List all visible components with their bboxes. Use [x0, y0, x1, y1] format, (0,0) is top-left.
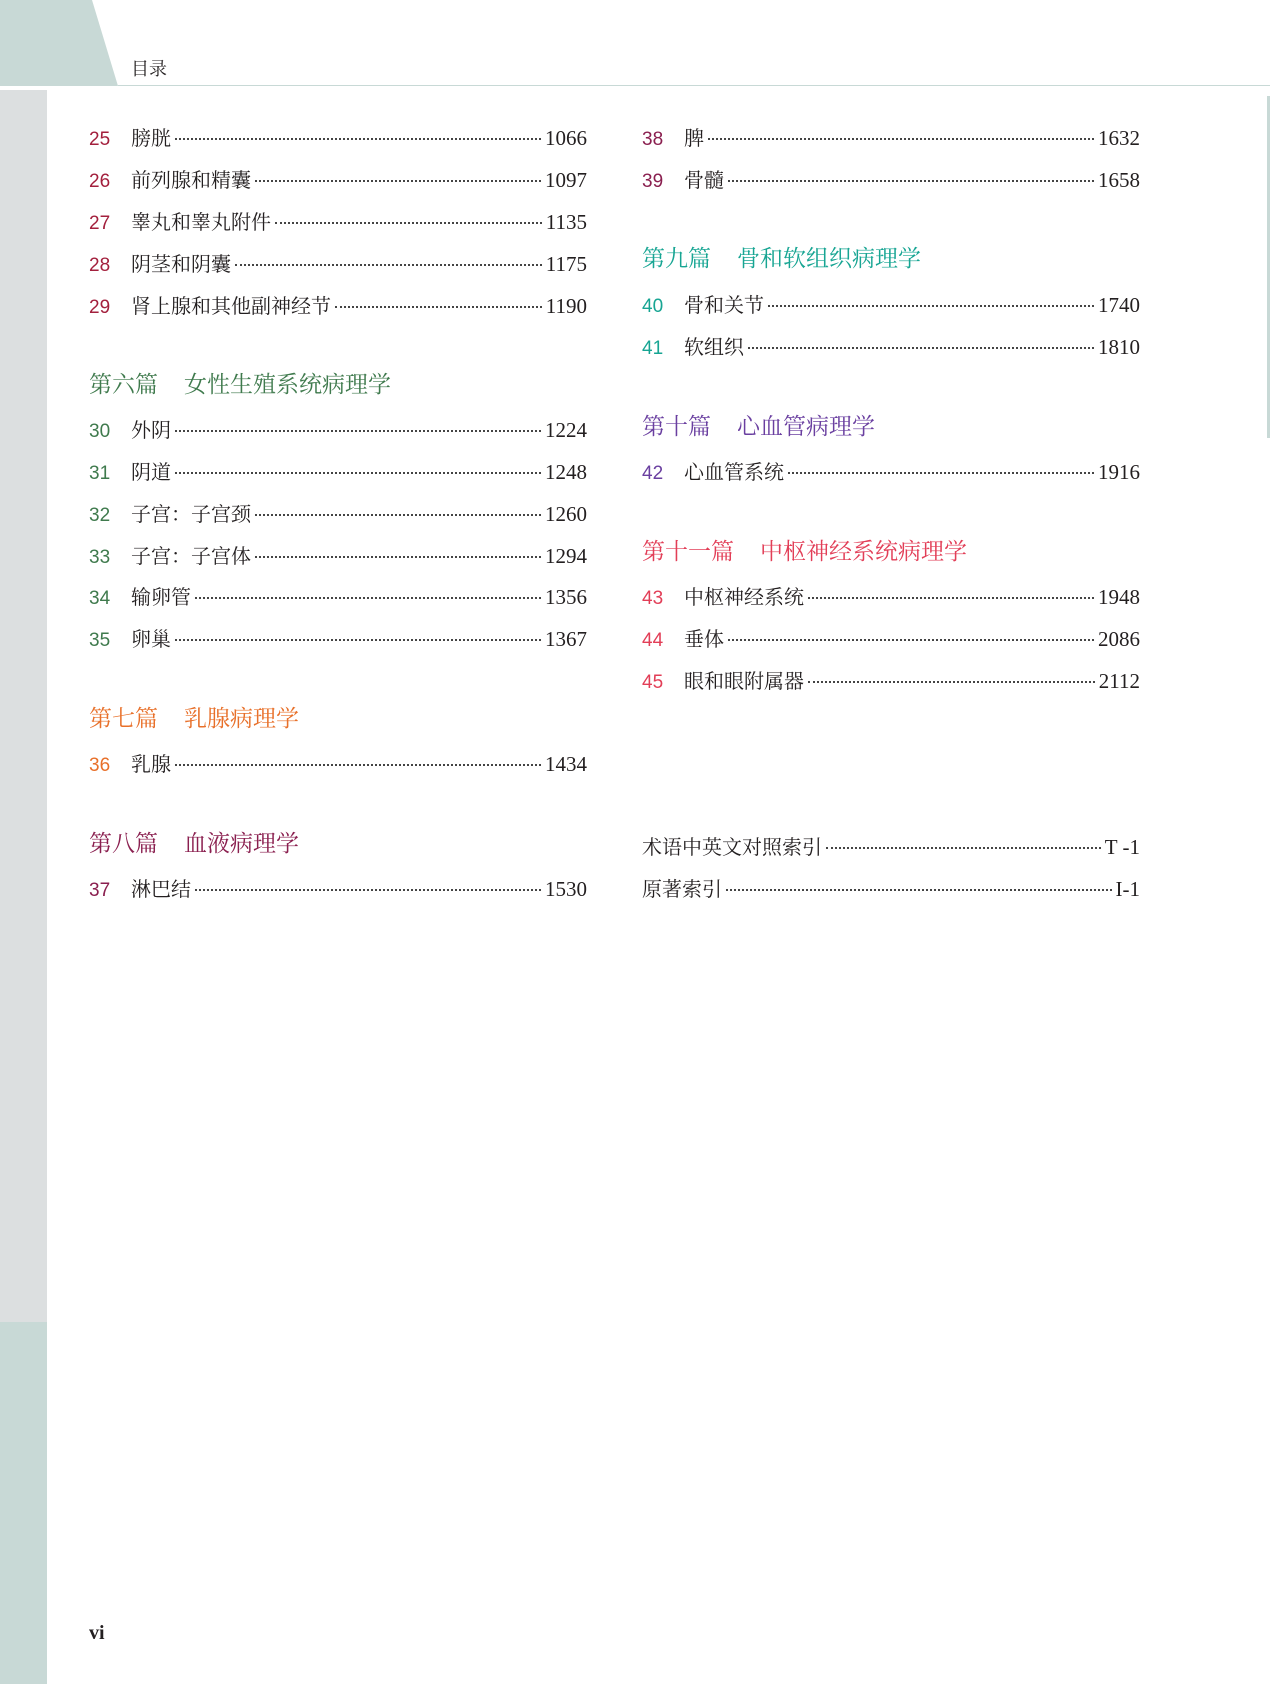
page-ref: 1260 — [545, 502, 587, 526]
chapter-number: 29 — [89, 297, 111, 318]
chapter-title: 子宫：子宫体 — [131, 544, 251, 568]
leader-dots — [748, 347, 1094, 349]
part-title: 血液病理学 — [184, 831, 299, 857]
leader-dots — [175, 639, 541, 641]
part-label: 第十一篇 — [642, 539, 734, 565]
leader-dots — [255, 180, 541, 182]
chapter-number: 27 — [89, 213, 111, 234]
leader-dots — [808, 597, 1094, 599]
chapter-number: 32 — [89, 505, 111, 526]
toc-entry[interactable] — [89, 581, 587, 611]
chapter-title: 骨和关节 — [684, 293, 764, 317]
toc-entry[interactable] — [89, 414, 587, 444]
part-title: 中枢神经系统病理学 — [760, 539, 967, 565]
part-heading[interactable] — [642, 240, 921, 273]
toc-entry[interactable] — [89, 748, 587, 778]
page-ref: 1740 — [1098, 293, 1140, 317]
leader-dots — [768, 305, 1094, 307]
page-title: 目录 — [131, 59, 167, 80]
part-title: 乳腺病理学 — [184, 706, 299, 732]
chapter-title: 心血管系统 — [684, 460, 784, 484]
chapter-number: 34 — [89, 588, 111, 609]
chapter-number: 35 — [89, 630, 111, 651]
chapter-number: 30 — [89, 421, 111, 442]
leader-dots — [275, 222, 542, 224]
leader-dots — [235, 264, 542, 266]
part-heading[interactable] — [89, 700, 299, 733]
chapter-title: 中枢神经系统 — [684, 585, 804, 609]
leader-dots — [728, 180, 1094, 182]
chapter-title: 乳腺 — [131, 752, 171, 776]
chapter-title: 前列腺和精囊 — [131, 168, 251, 192]
page-ref: 1066 — [545, 126, 587, 150]
page-ref: 1248 — [545, 460, 587, 484]
leader-dots — [195, 597, 541, 599]
page-ref: I-1 — [1115, 877, 1140, 901]
chapter-number: 26 — [89, 171, 111, 192]
leader-dots — [808, 681, 1095, 683]
chapter-title: 垂体 — [684, 627, 724, 651]
page-ref: 1097 — [545, 168, 587, 192]
corner-tab — [0, 0, 118, 86]
toc-entry[interactable] — [89, 498, 587, 528]
leader-dots — [255, 556, 541, 558]
chapter-number: 43 — [642, 588, 664, 609]
left-margin-bar-lower — [0, 1322, 47, 1684]
chapter-number: 45 — [642, 672, 664, 693]
toc-entry[interactable] — [89, 206, 587, 236]
part-heading[interactable] — [89, 366, 391, 399]
leader-dots — [826, 847, 1101, 849]
chapter-number: 28 — [89, 255, 111, 276]
page-ref: 1224 — [545, 418, 587, 442]
leader-dots — [175, 472, 541, 474]
index-title: 原著索引 — [642, 877, 722, 901]
chapter-number: 40 — [642, 296, 664, 317]
toc-entry[interactable] — [642, 289, 1140, 319]
part-label: 第八篇 — [89, 831, 158, 857]
chapter-number: 39 — [642, 171, 664, 192]
toc-entry[interactable] — [89, 540, 587, 570]
toc-entry[interactable] — [89, 873, 587, 903]
chapter-title: 淋巴结 — [131, 877, 191, 901]
toc-entry[interactable] — [642, 122, 1140, 152]
page-ref: 1434 — [545, 752, 587, 776]
page-ref: 1190 — [545, 294, 587, 318]
chapter-title: 阴道 — [131, 460, 171, 484]
page-ref: T -1 — [1104, 835, 1140, 859]
chapter-number: 38 — [642, 129, 664, 150]
chapter-number: 41 — [642, 338, 664, 359]
toc-entry[interactable] — [89, 122, 587, 152]
page-ref: 1356 — [545, 585, 587, 609]
chapter-title: 膀胱 — [131, 126, 171, 150]
leader-dots — [175, 138, 541, 140]
toc-entry[interactable] — [89, 248, 587, 278]
chapter-title: 眼和眼附属器 — [684, 669, 804, 693]
leader-dots — [195, 889, 541, 891]
toc-entry[interactable] — [642, 623, 1140, 653]
leader-dots — [335, 306, 542, 308]
part-title: 心血管病理学 — [737, 414, 875, 440]
part-label: 第十篇 — [642, 414, 711, 440]
page-ref: 1948 — [1098, 585, 1140, 609]
page-ref: 2086 — [1098, 627, 1140, 651]
page-ref: 1810 — [1098, 335, 1140, 359]
page-ref: 1632 — [1098, 126, 1140, 150]
chapter-title: 阴茎和阴囊 — [131, 252, 231, 276]
page-ref: 1367 — [545, 627, 587, 651]
page-ref: 1135 — [545, 210, 587, 234]
part-title: 骨和软组织病理学 — [737, 246, 921, 272]
part-label: 第六篇 — [89, 372, 158, 398]
toc-entry[interactable] — [642, 581, 1140, 611]
chapter-title: 肾上腺和其他副神经节 — [131, 294, 331, 318]
leader-dots — [708, 138, 1094, 140]
toc-entry[interactable] — [642, 456, 1140, 486]
chapter-title: 卵巢 — [131, 627, 171, 651]
leader-dots — [175, 430, 541, 432]
toc-entry[interactable] — [642, 665, 1140, 695]
chapter-number: 42 — [642, 463, 664, 484]
toc-entry[interactable] — [89, 456, 587, 486]
index-title: 术语中英文对照索引 — [642, 835, 822, 859]
chapter-number: 36 — [89, 755, 111, 776]
page-ref: 1916 — [1098, 460, 1140, 484]
part-title: 女性生殖系统病理学 — [184, 372, 391, 398]
page-ref: 1658 — [1098, 168, 1140, 192]
part-label: 第七篇 — [89, 706, 158, 732]
page-ref: 1175 — [545, 252, 587, 276]
page-ref: 2112 — [1098, 669, 1140, 693]
part-heading[interactable] — [642, 408, 875, 441]
leader-dots — [728, 639, 1094, 641]
leader-dots — [175, 764, 541, 766]
chapter-title: 脾 — [684, 126, 704, 150]
chapter-number: 33 — [89, 547, 111, 568]
chapter-number: 25 — [89, 129, 111, 150]
chapter-number: 44 — [642, 630, 664, 651]
index-entry[interactable] — [642, 873, 1140, 903]
leader-dots — [788, 472, 1094, 474]
chapter-title: 外阴 — [131, 418, 171, 442]
page-number: vi — [89, 1622, 105, 1644]
leader-dots — [726, 889, 1112, 891]
chapter-title: 子宫：子宫颈 — [131, 502, 251, 526]
chapter-title: 输卵管 — [131, 585, 191, 609]
chapter-title: 软组织 — [684, 335, 744, 359]
toc-entry[interactable] — [89, 290, 587, 320]
chapter-number: 37 — [89, 880, 111, 901]
toc-entry[interactable] — [89, 164, 587, 194]
chapter-title: 睾丸和睾丸附件 — [131, 210, 271, 234]
toc-entry[interactable] — [642, 164, 1140, 194]
page-ref: 1294 — [545, 544, 587, 568]
page-ref: 1530 — [545, 877, 587, 901]
part-heading[interactable] — [642, 533, 967, 566]
index-entry[interactable] — [642, 831, 1140, 861]
toc-entry[interactable] — [89, 623, 587, 653]
chapter-title: 骨髓 — [684, 168, 724, 192]
part-heading[interactable] — [89, 825, 299, 858]
toc-entry[interactable] — [642, 331, 1140, 361]
header-rule — [118, 85, 1270, 86]
part-label: 第九篇 — [642, 246, 711, 272]
leader-dots — [255, 514, 541, 516]
chapter-number: 31 — [89, 463, 111, 484]
